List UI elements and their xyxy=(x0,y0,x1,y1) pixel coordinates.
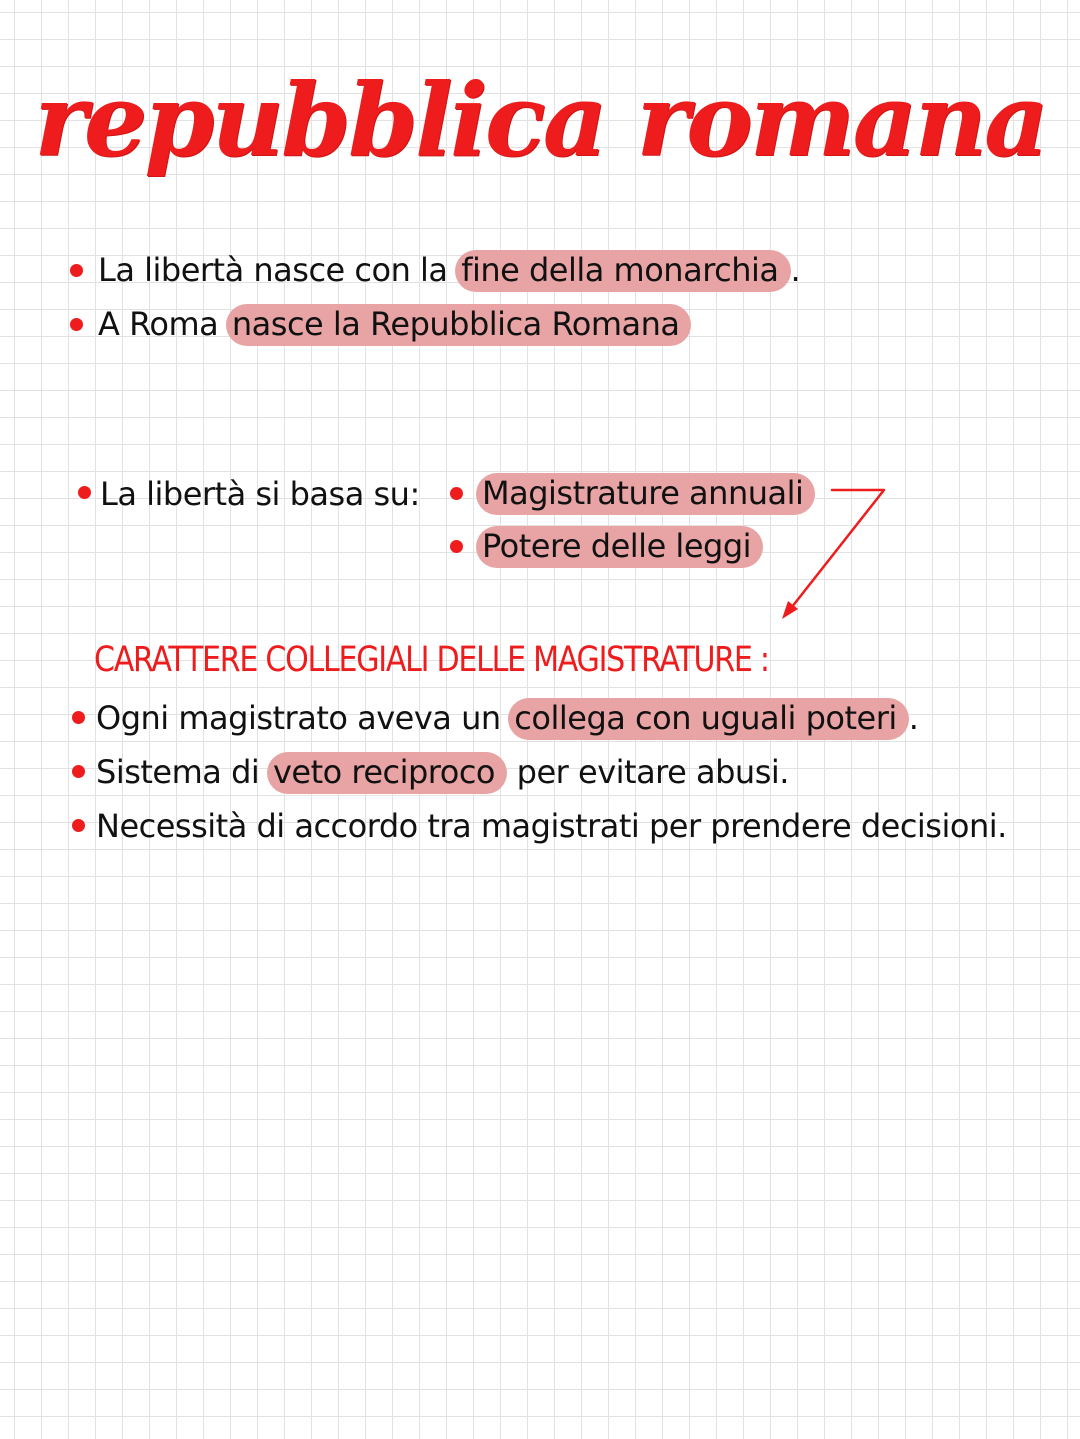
collegial-2-highlight: veto reciproco xyxy=(267,752,507,794)
page-title: repubblica romana xyxy=(34,61,1046,179)
bullet-icon xyxy=(72,711,85,724)
bullet-icon xyxy=(72,819,85,832)
intro-2-highlight: nasce la Repubblica Romana xyxy=(226,304,692,346)
collegial-1-text: Ogni magistrato aveva un xyxy=(96,699,501,737)
basis-label: La libertà si basa su: xyxy=(100,475,420,513)
collegial-point-3 xyxy=(96,806,1007,846)
bullet-icon xyxy=(72,765,85,778)
collegial-point-1 xyxy=(96,698,918,738)
collegial-1-after: . xyxy=(908,699,919,737)
intro-2-text: A Roma xyxy=(98,305,219,343)
collegial-point-2 xyxy=(96,752,789,792)
intro-1-highlight: fine della monarchia xyxy=(455,250,790,292)
collegial-2-after: per evitare abusi. xyxy=(516,753,789,791)
intro-1-after: . xyxy=(790,251,801,289)
collegial-3-text: Necessità di accordo tra magistrati per prendere decisioni. xyxy=(96,807,1007,845)
intro-1-text: La libertà nasce con la xyxy=(98,251,448,289)
section-heading: CARATTERE COLLEGIALI DELLE MAGISTRATURE : xyxy=(94,640,769,680)
collegial-2-text: Sistema di xyxy=(96,753,260,791)
collegial-1-highlight: collega con uguali poteri xyxy=(508,698,908,740)
basis-item-1-highlight: Magistrature annuali xyxy=(476,473,815,515)
basis-item-2-highlight: Potere delle leggi xyxy=(476,526,763,568)
